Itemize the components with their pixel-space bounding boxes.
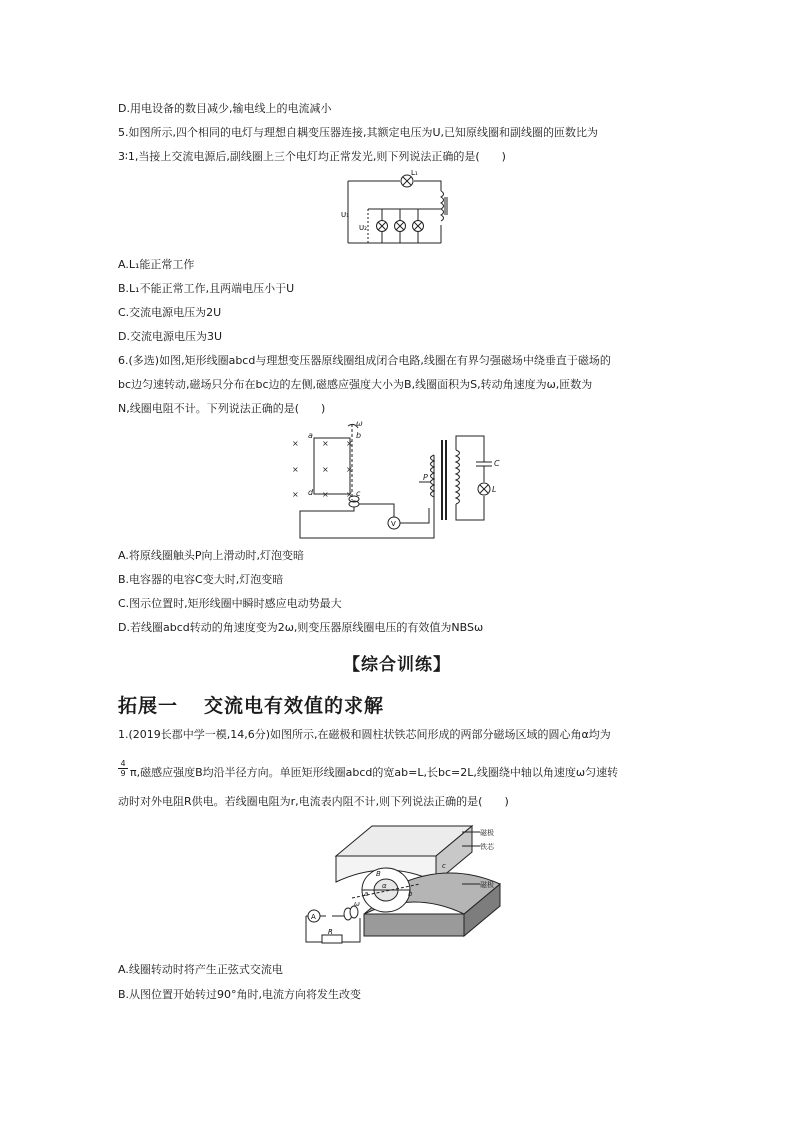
lamp-group xyxy=(377,221,424,232)
svg-text:b: b xyxy=(408,890,413,898)
expansion-label: 拓展一 xyxy=(118,695,179,717)
svg-text:d: d xyxy=(308,488,314,497)
label-pole-bottom: 磁极 xyxy=(480,881,494,889)
figure-autotransformer-circuit xyxy=(340,167,455,249)
svg-text:P: P xyxy=(423,473,428,482)
label-l1: L₁ xyxy=(411,169,418,177)
svg-text:a: a xyxy=(364,890,369,898)
figure-magnet-core xyxy=(292,818,508,950)
resistor xyxy=(322,935,342,943)
figure-coil-transformer-circuit xyxy=(284,420,504,542)
p1-option-b: B.从图位置开始转过90°角时,电流方向将发生改变 xyxy=(118,988,362,1001)
svg-text:×: × xyxy=(322,490,329,499)
coil-abcd xyxy=(314,438,350,494)
q5-option-b: B.L₁不能正常工作,且两端电压小于U xyxy=(118,282,295,295)
svg-text:×: × xyxy=(292,439,299,448)
ammeter-label: A xyxy=(311,913,316,921)
svg-text:ω: ω xyxy=(356,420,363,428)
q5-stem-line1: 5.如图所示,四个相同的电灯与理想自耦变压器连接,其额定电压为U,已知原线圈和副线圈的匝数比为 xyxy=(118,126,599,139)
svg-text:C: C xyxy=(494,459,500,468)
svg-text:×: × xyxy=(346,439,353,448)
q5-option-c: C.交流电源电压为2U xyxy=(118,306,222,319)
svg-text:×: × xyxy=(322,439,329,448)
label-core: 铁芯 xyxy=(480,843,494,851)
expansion-title: 交流电有效值的求解 xyxy=(204,695,385,717)
q6-option-c: C.图示位置时,矩形线圈中瞬时感应电动势最大 xyxy=(118,597,342,610)
q6-option-d: D.若线圈abcd转动的角速度变为2ω,则变压器原线圈电压的有效值为NBSω xyxy=(118,621,484,634)
svg-text:c: c xyxy=(442,862,446,870)
q4-option-d: D.用电设备的数目减少,输电线上的电流减小 xyxy=(118,102,332,115)
q6-stem-line1: 6.(多选)如图,矩形线圈abcd与理想变压器原线圈组成闭合电路,线圈在有界匀强磁场中绕垂直于磁场的 xyxy=(118,354,611,367)
label-u1: U₁ xyxy=(341,211,349,219)
svg-text:α: α xyxy=(382,882,387,890)
expansion-heading xyxy=(118,691,410,718)
fraction-4-9: $\frac{4}{9}$ xyxy=(118,759,128,778)
svg-text:×: × xyxy=(322,465,329,474)
svg-text:L: L xyxy=(492,485,497,494)
resistor-label: R xyxy=(328,928,333,936)
p1-stem-line1: 1.(2019长郡中学一模,14,6分)如图所示,在磁极和圆柱状铁芯间形成的两部分磁场区域的圆心角α均为 xyxy=(118,728,611,741)
svg-text:×: × xyxy=(292,465,299,474)
svg-text:a: a xyxy=(308,431,313,440)
q6-stem-line2: bc边匀速转动,磁场只分布在bc边的左侧,磁感应强度大小为B,线圈面积为S,转动角速度为ω,匝数为 xyxy=(118,378,593,391)
svg-text:b: b xyxy=(356,431,362,440)
magnetic-field-crosses xyxy=(292,439,353,499)
q6-option-a: A.将原线圈触头P向上滑动时,灯泡变暗 xyxy=(118,549,304,562)
p1-option-a: A.线圈转动时将产生正弦式交流电 xyxy=(118,963,283,976)
label-u2: U₂ xyxy=(359,224,367,232)
p1-stem-line3: 动时对外电阻R供电。若线圈电阻为r,电流表内阻不计,则下列说法正确的是( ) xyxy=(118,795,509,808)
section-heading: 【综合训练】 xyxy=(343,655,451,675)
svg-text:×: × xyxy=(346,490,353,499)
label-pole-top: 磁极 xyxy=(480,829,494,837)
q5-option-d: D.交流电源电压为3U xyxy=(118,330,223,343)
q5-stem-line2: 3∶1,当接上交流电源后,副线圈上三个电灯均正常发光,则下列说法正确的是( ) xyxy=(118,150,506,163)
slip-rings xyxy=(344,906,358,920)
q5-option-a: A.L₁能正常工作 xyxy=(118,258,195,271)
q6-option-b: B.电容器的电容C变大时,灯泡变暗 xyxy=(118,573,284,586)
svg-text:×: × xyxy=(346,465,353,474)
svg-text:c: c xyxy=(356,489,361,498)
p1-stem-line2: π,磁感应强度B均沿半径方向。单匝矩形线圈abcd的宽ab=L,长bc=2L,线圈绕中轴以角速度ω匀速转 xyxy=(130,766,619,779)
voltmeter-label: V xyxy=(391,520,396,528)
svg-text:B: B xyxy=(376,870,381,878)
lamp-l xyxy=(478,483,490,495)
svg-text:ω: ω xyxy=(354,900,360,908)
q6-stem-line3: N,线圈电阻不计。下列说法正确的是( ) xyxy=(118,402,326,415)
svg-text:×: × xyxy=(292,490,299,499)
